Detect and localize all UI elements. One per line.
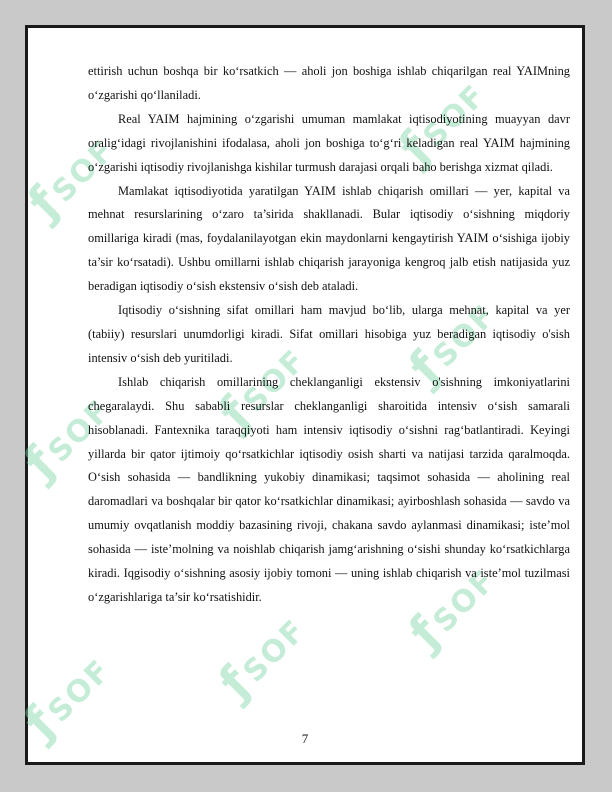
- watermark-mark: ƒ: [13, 696, 66, 749]
- document-page: [13, 25, 585, 765]
- watermark-word: SOF: [426, 562, 504, 640]
- watermark-mark: ƒ: [13, 436, 66, 489]
- watermark-word: SOF: [426, 297, 504, 375]
- watermark-mark: ƒ: [208, 386, 261, 439]
- watermark-mark: ƒ: [398, 341, 451, 394]
- watermark-mark: ƒ: [388, 121, 441, 174]
- watermark-word: SOF: [41, 392, 119, 470]
- paragraph: Real YAIM hajmining o‘zgarishi umuman mamlakat iqtisodiyotining muayyan davr oralig‘idagi rivojlanishini ifodalasa, aholi jon boshiga to‘g‘ri keladigan real YAIM hajmining o‘zgarishi iqtisodiy rivojlanishga kishilar turmush darajasi orqali baho berishga xizmat qiladi.: [88, 111, 570, 174]
- watermark-word: SOF: [45, 132, 123, 210]
- watermark-mark: ƒ: [208, 656, 261, 709]
- watermark-word: SOF: [416, 77, 494, 155]
- watermark-word: SOF: [41, 652, 119, 730]
- paragraph: Ishlab chiqarish omillarining cheklanganligi ekstensiv o'sishning imkoniyatlarini chegaralaydi. Shu sababli resurslar cheklanganligi sharoitida intensiv o‘sish samarali hisoblanadi. Fantexnika taraqqiyoti ham intensiv iqtisodiy o‘sishni rag‘batlantiradi. Keyingi yillarda bir qator ijtimoiy qo‘rsatkichlar iqtisodiy osish sharti va natijasi tarzida qaralmoqda. O‘sish sohasida — bandlikning yukobiy dinamikasi; taqsimot sohasida — aholining real daromadlari va boshqalar bir qator ko‘rsatkichlar dinamikasi; ayirboshlash sohasida — savdo va umumiy ovqatlanish moddiy bazasining rivoji, chakana savdo aylanmasi dinamikasi; iste’mol sohasida — iste’molning va noishlab chiqarish jamg‘arishning o‘sishi shunday ko‘rsatkichlarga kiradi. Iqgisodiy o‘sishning asosiy ijobiy tomoni — uning ishlab chiqarish va iste’mol tuzilmasi o‘zgarishlariga ta’sir ko‘rsatishidir.: [88, 374, 570, 604]
- watermark-mark: ƒ: [17, 176, 70, 229]
- page-number: 7: [301, 731, 309, 746]
- body-text: [88, 60, 570, 610]
- paragraph: Mamlakat iqtisodiyotida yaratilgan YAIM ishlab chiqarish omillari — yer, kapital va mehnat resurslarining o‘zaro ta’sirida shakllanadi. Bular iqtisodiy o‘sishning miqdoriy omillariga kiradi (mas, foydalanilayotgan ekin maydonlarni kengaytirish YAIM o‘sishiga ijobiy ta’sir ko‘rsatadi). Ushbu omillarni ishlab chiqarish jarayoniga kengroq jalb etish natijasida yuz beradigan iqtisodiy o‘sish ekstensiv o‘sish deb ataladi.: [88, 183, 570, 294]
- watermark-logo: [208, 601, 315, 708]
- watermark-mark: ƒ: [398, 606, 451, 659]
- watermark-word: SOF: [236, 342, 314, 420]
- paragraph: Iqtisodiy o‘sishning sifat omillari ham mavjud bo‘lib, ularga mehnat, kapital va yer (tabiiy) resurslari unumdorligi kiradi. Sifat omillari hisobiga yuz beradigan iqtisodiy o'sish intensiv o‘sish deb yuritiladi.: [88, 303, 570, 365]
- watermark-word: SOF: [236, 612, 314, 690]
- paragraph-continued: ettirish uchun boshqa bir ko‘rsatkich — aholi jon boshiga ishlab chiqarilgan real YAIMning o‘zgarishi qo‘llaniladi.: [88, 64, 570, 102]
